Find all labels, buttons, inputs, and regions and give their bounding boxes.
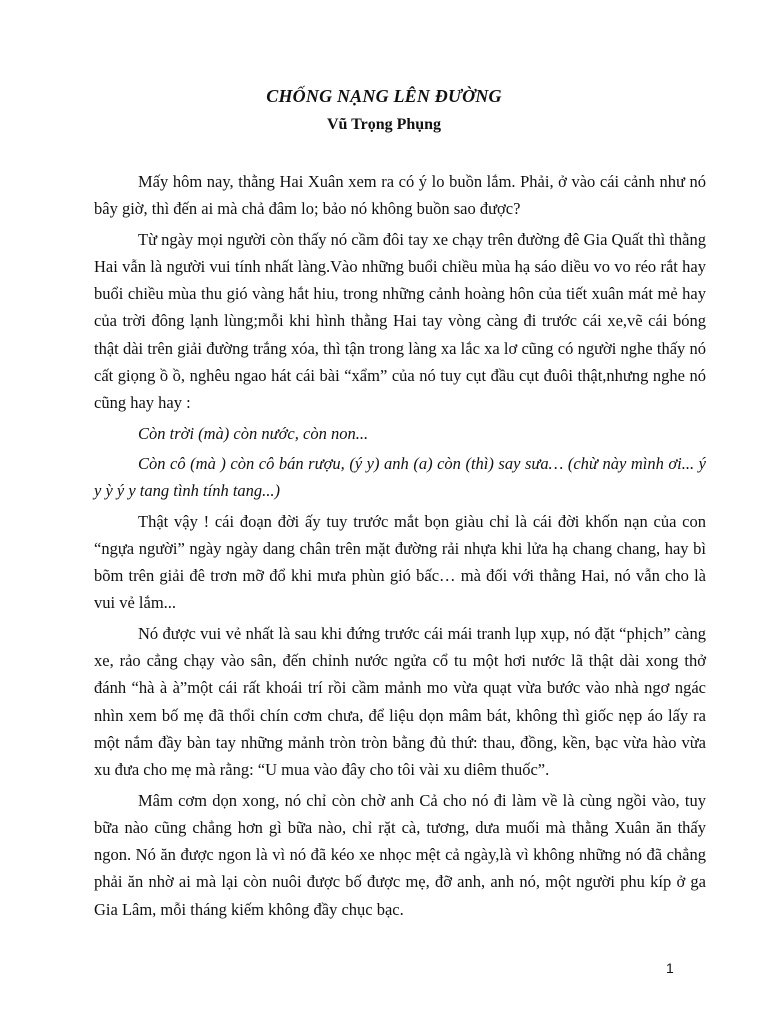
paragraph: Thật vậy ! cái đoạn đời ấy tuy trước mắt bọn giàu chỉ là cái đời khốn nạn của con “ngựa người” ngày ngày dang chân trên mặt đường rải nhựa khi lửa hạ chang chang, hay bì bõm trên giải đê trơn mỡ đổ khi mưa phùn gió bấc… mà đối với thằng Hai, nó vẫn cho là vui vẻ lắm...: [94, 511, 706, 613]
song-verse: Còn trời (mà) còn nước, còn non...: [138, 423, 369, 443]
paragraph: Mâm cơm dọn xong, nó chỉ còn chờ anh Cả cho nó đi làm về là cùng ngồi vào, tuy bữa nào cũng chẳng hơn gì bữa nào, chỉ rặt cà, tương, dưa muối mà thằng Xuân ăn thấy ngon. Nó ăn được ngon là vì nó đã kéo xe nhọc mệt cả ngày,là vì không những nó đã chẳng phải ăn nhờ ai mà lại còn nuôi được bố được mẹ, đỡ anh, anh nó, một người phu kíp ở ga Gia Lâm, mỗi tháng kiếm không đầy chục bạc.: [94, 790, 706, 919]
song-verse: Còn cô (mà ) còn cô bán rượu, (ý y) anh (a) còn (thì) say sưa… (chừ này mình ơi... ý y ỳ ý y tang tình tính tang...): [94, 453, 706, 501]
paragraph: Nó được vui vẻ nhất là sau khi đứng trước cái mái tranh lụp xụp, nó đặt “phịch” càng xe, rảo cẳng chạy vào sân, đến chỉnh nước ngửa cổ tu một hơi nước lã thật dài xong thở đánh “hà à à”một cái rất khoái trí rồi cầm mảnh mo vừa quạt vừa bước vào nhà ngơ ngác nhìn xem bố mẹ đã thổi chín cơm chưa, để liệu dọn mâm bát, không thì giốc nẹp áo lấy ra một nắm đầy bàn tay những mảnh tròn tròn bằng đủ thứ: thau, đồng, kền, bạc vừa hào vừa xu đưa cho mẹ mà rằng: “U mua vào đây cho tôi vài xu diêm thuốc”.: [94, 623, 706, 780]
story-title: CHỐNG NẠNG LÊN ĐƯỜNG: [266, 86, 502, 106]
paragraph: Mấy hôm nay, thằng Hai Xuân xem ra có ý lo buồn lắm. Phải, ở vào cái cảnh như nó bây giờ, thì đến ai mà chả đâm lo; bảo nó không buồn sao được?: [94, 172, 706, 219]
page-number: 1: [666, 960, 674, 976]
paragraph: Từ ngày mọi người còn thấy nó cầm đôi tay xe chạy trên đường đê Gia Quất thì thằng Hai vẫn là người vui tính nhất làng.Vào những buổi chiều mùa hạ sáo diều vo vo réo rắt hay buổi chiều mùa thu gió vàng hắt hiu, trong những cảnh hoàng hôn của tiết xuân mát mẻ hay của trời đông lạnh lùng;mỗi khi hình thằng Hai tay vòng càng đi trước cái xe,vẽ cái bóng thật dài trên giải đường trắng xóa, thì tận trong làng xa lắc xa lơ cũng có người nghe thấy nó cất giọng ồ ồ, nghêu ngao hát cái bài “xẩm” của nó tuy cụt đầu cụt đuôi thật,nhưng nghe nó cũng hay hay :: [94, 229, 706, 413]
author-name: Vũ Trọng Phụng: [326, 116, 442, 133]
story-body: [94, 168, 706, 926]
